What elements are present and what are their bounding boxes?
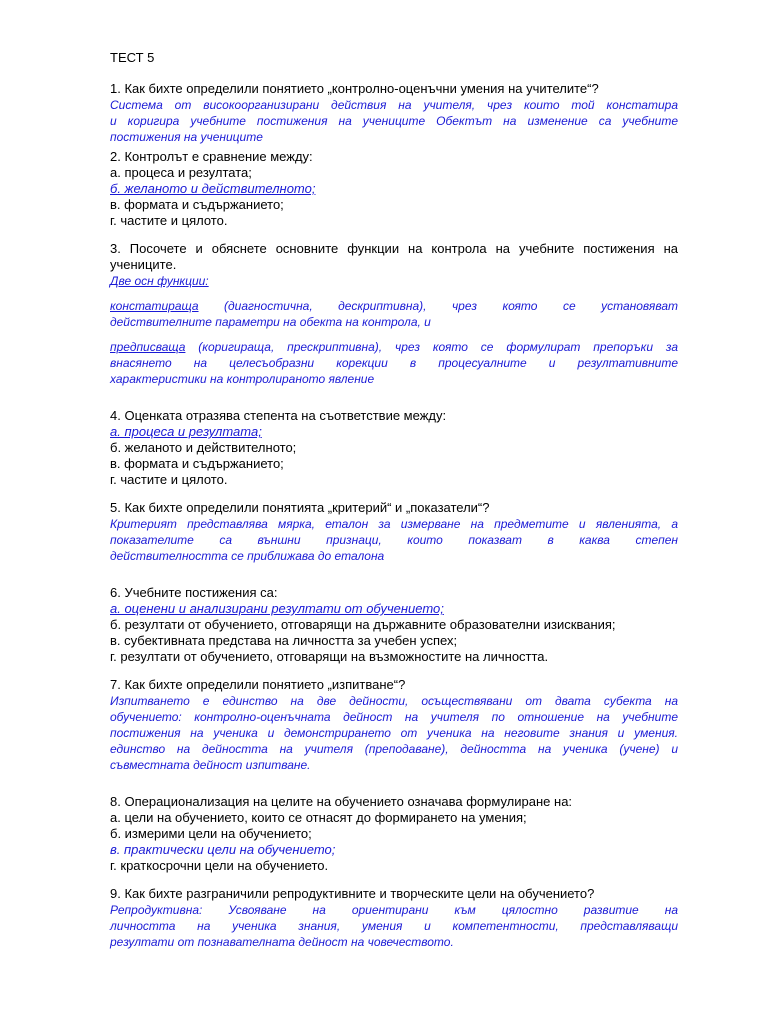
question-text: 7. Как бихте определили понятието „изпитване“? [110, 677, 406, 692]
function-2-line: внасянето на целесъобразни корекции в процесуалните и резултативните [110, 356, 678, 370]
question-3 [110, 241, 678, 387]
question-text: 2. Контролът е сравнение между: [110, 149, 313, 164]
question-6 [110, 585, 678, 665]
answer-line: личността на ученика знания, умения и компетентности, представляващи [110, 919, 678, 933]
answer-line: постижения на ученика и демонстрирането от ученика на неговите знания и умения. [110, 726, 678, 740]
question-text: 8. Операционализация на целите на обучението означава формулиране на: [110, 794, 573, 809]
function-1-term: констатираща [110, 299, 199, 313]
answer-line: постижения на учениците [110, 130, 263, 144]
question-text: 1. Как бихте определили понятието „контролно-оценъчни умения на учителите“? [110, 81, 599, 96]
answer-line: Изпитването е единство на две дейности, осъществявани от двата субекта на [110, 694, 678, 708]
option-b: б. измерими цели на обучението; [110, 826, 312, 841]
question-5 [110, 500, 678, 564]
question-9 [110, 886, 678, 950]
option-b: б. резултати от обучението, отговарящи на държавните образователни изисквания; [110, 617, 616, 632]
option-d: г. частите и цялото. [110, 472, 228, 487]
question-2 [110, 149, 678, 229]
option-d: г. резултати от обучението, отговарящи на възможностите на личността. [110, 649, 549, 664]
option-d: г. частите и цялото. [110, 213, 228, 228]
question-1 [110, 81, 678, 145]
option-c: в. субективната представа на личността за учебен успех; [110, 633, 458, 648]
test-title: ТЕСТ 5 [110, 50, 155, 65]
document-page [110, 49, 678, 950]
functions-intro: Две осн функции: [110, 274, 209, 288]
option-c: в. формата и съдържанието; [110, 197, 284, 212]
question-text-line: 3. Посочете и обяснете основните функции на контрола на учебните постижения на [110, 241, 678, 256]
answer-line: единство на дейността на учителя (преподаване), дейността на ученика (учене) и [110, 742, 678, 756]
question-4 [110, 408, 678, 488]
question-text: 4. Оценката отразява степента на съответствие между: [110, 408, 447, 423]
option-a: а. цели на обучението, които се отнасят до формирането на умения; [110, 810, 527, 825]
answer-line: Критерият представлява мярка, еталон за измерване на предметите и явленията, а [110, 517, 678, 531]
question-8 [110, 794, 678, 874]
answer-line: съвместната дейност изпитване. [110, 758, 311, 772]
answer-line: резултати от познавателната дейност на човечеството. [110, 935, 454, 949]
option-b: б. желаното и действителното; [110, 440, 297, 455]
function-2-line: предписваща (коригираща, прескриптивна), чрез която се формулират препоръки за [110, 340, 678, 354]
answer-line: обучението: контролно-оценъчната дейност на учителя по отношение на учебните [110, 710, 678, 724]
function-1-line: констатираща (диагностична, дескриптивна), чрез която се установяват [110, 299, 678, 313]
option-a-selected: а. оценени и анализирани резултати от обучението; [110, 601, 444, 616]
function-2-term: предписваща [110, 340, 186, 354]
question-text: 9. Как бихте разграничили репродуктивните и творческите цели на обучението? [110, 886, 595, 901]
option-d: г. краткосрочни цели на обучението. [110, 858, 329, 873]
option-c-selected: в. практически цели на обучението; [110, 842, 336, 857]
answer-line: Система от високоорганизирани действия на учителя, чрез които той констатира [110, 98, 678, 112]
answer-line: и коригира учебните постижения на учениците Обектът на изменение са учебните [110, 114, 678, 128]
option-b-selected: б. желаното и действителното; [110, 181, 316, 196]
answer-line: действителността се приближава до еталона [110, 549, 385, 563]
function-1-line: действителните параметри на обекта на контрола, и [110, 315, 431, 329]
question-text: 5. Как бихте определили понятията „критерий“ и „показатели“? [110, 500, 490, 515]
question-7 [110, 677, 678, 773]
answer-line: показателите са външни признаци, които показват в каква степен [110, 533, 678, 547]
question-text-line: учениците. [110, 257, 177, 272]
option-a-selected: а. процеса и резултата; [110, 424, 262, 439]
answer-line: Репродуктивна: Усвояване на ориентирани към цялостно развитие на [110, 903, 678, 917]
function-2-line: характеристики на контролираното явление [110, 372, 375, 386]
question-text: 6. Учебните постижения са: [110, 585, 278, 600]
option-a: а. процеса и резултата; [110, 165, 252, 180]
option-c: в. формата и съдържанието; [110, 456, 284, 471]
